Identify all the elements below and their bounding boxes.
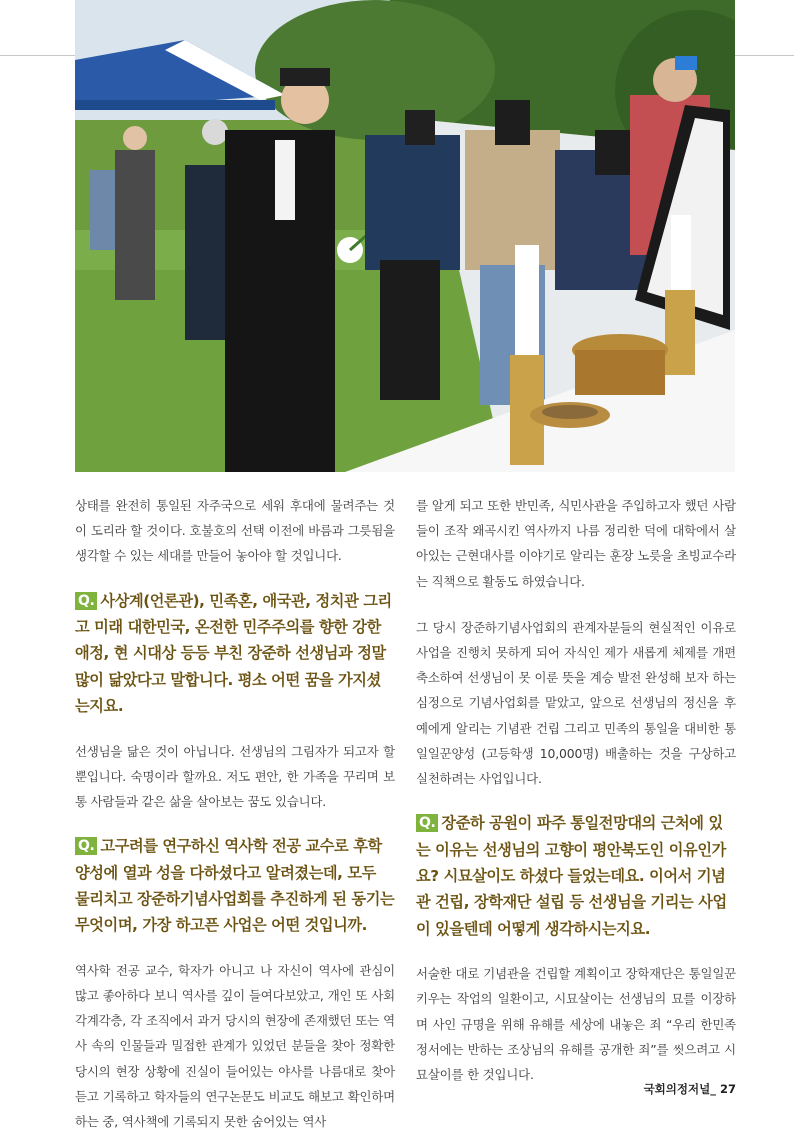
question-badge: Q. (416, 814, 438, 832)
answer-paragraph: 를 알게 되고 또한 반민족, 식민사관을 주입하고자 했던 사람들이 조작 왜곡시킨 역사까지 나름 정리한 덕에 대학에서 살아있는 근현대사를 이야기로 알리는 훈장 노릇을 초빙교수라는 직책으로 활동도 하였습니다. (416, 498, 736, 589)
page-footer (644, 1081, 736, 1097)
answer-paragraph: 서술한 대로 기념관을 건립할 계획이고 장학재단은 통일일꾼 키우는 작업의 일환이고, 시묘살이는 선생님의 묘를 이장하며 사인 규명을 위해 유해를 세상에 내놓은 죄 “우리 한민족 정서에는 반하는 조상님의 유해를 공개한 죄”를 씻으려고 시묘살이를 한 것입니다. (416, 966, 736, 1083)
memorial-ceremony-photo (75, 0, 735, 472)
interview-question (75, 588, 395, 720)
interview-question (416, 810, 736, 942)
question-text: 장준하 공원이 파주 통일전망대의 근처에 있는 이유는 선생님의 고향이 평안북도인 이유인가요? 시묘살이도 하셨다 들었는데요. 이어서 기념관 건립, 장학재단 설립 등 선생님을 기리는 사업이 있을텐데 어떻게 생각하시는지요. (416, 814, 727, 938)
footer-separator: _ (710, 1082, 716, 1096)
question-badge: Q. (75, 837, 97, 855)
question-badge: Q. (75, 592, 97, 610)
question-text: 고구려를 연구하신 역사학 전공 교수로 후학 양성에 열과 성을 다하셨다고 알려졌는데, 모두 물리치고 장준하기념사업회를 추진하게 된 동기는 무엇이며, 가장 하고픈 사업은 어떤 것입니까. (75, 837, 395, 935)
answer-paragraph: 선생님을 닮은 것이 아닙니다. 선생님의 그림자가 되고자 할 뿐입니다. 숙명이라 할까요. 저도 편안, 한 가족을 꾸리며 보통 사람들과 같은 삶을 살아보는 꿈도 있습니다. (75, 743, 395, 810)
answer-paragraph: 그 당시 장준하기념사업회의 관계자분들의 현실적인 이유로 사업을 진행치 못하게 되어 자식인 제가 새롭게 체제를 개편 축소하여 선생님이 못 이룬 뜻을 계승 발전 완성해 보자 하는 심정으로 기념사업회를 맡았고, 앞으로 선생님의 정신을 후예에게 알리는 기념관 건립 그리고 민족의 통일을 대비한 통일일꾼양성 (고등학생 10,000명) 배출하는 것을 구상하고 실천하려는 사업입니다. (416, 619, 736, 787)
answer-paragraph: 상태를 완전히 통일된 자주국으로 세워 후대에 물려주는 것이 도리라 할 것이다. 호불호의 선택 이전에 바름과 그릇됨을 생각할 수 있는 세대를 만들어 놓아야 할 것입니다. (75, 498, 395, 564)
article-left-column (75, 493, 395, 1134)
page-number: 27 (719, 1082, 736, 1096)
answer-paragraph: 역사학 전공 교수, 학자가 아니고 나 자신이 역사에 관심이 많고 좋아하다 보니 역사를 깊이 들여다보았고, 개인 또 사회 각계각층, 각 조직에서 과거 당시의 현장에 존재했던 또는 역사 속의 인물들과 밀접한 관계가 있었던 분들을 찾아 정확한 당시의 현장 상황에 진실이 들어있는 야사를 나름대로 찾아 듣고 기록하고 학자들의 연구논문도 비교도 해보고 확인하며 하는 중, 역사책에 기록되지 못한 숨어있는 역사 (75, 962, 395, 1130)
article-right-column (416, 493, 736, 1087)
interview-question (75, 833, 395, 939)
publication-name: 국회의정저널 (643, 1082, 711, 1096)
question-text: 사상계(언론관), 민족혼, 애국관, 정치관 그리고 미래 대한민국, 온전한 민주주의를 향한 강한 애정, 현 시대상 등등 부친 장준하 선생님과 정말 많이 닮았다고 말합니다. 평소 어떤 꿈을 가지셨는지요. (75, 591, 392, 716)
